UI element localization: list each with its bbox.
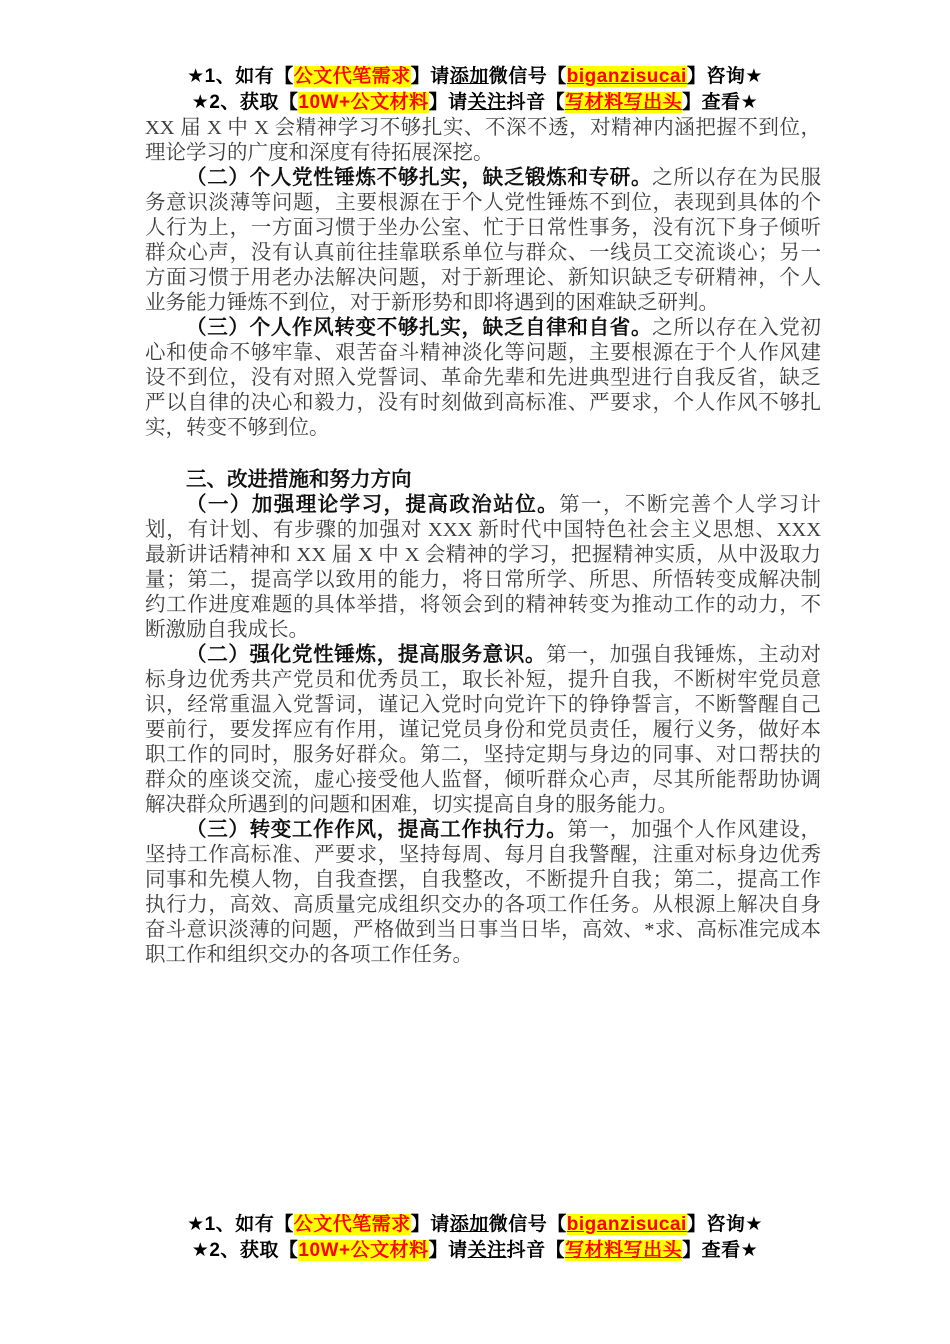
paragraph-measure-3 <box>145 818 821 968</box>
promo-wechat-id: biganzisucai <box>566 1214 687 1235</box>
promo-highlight-material: 10W+公文材料 <box>298 92 429 113</box>
promo-suffix: 】查看★ <box>682 92 759 113</box>
paragraph-text: 之所以存在入党初心和使命不够牢靠、艰苦奋斗精神淡化等问题，主要根源在于个人作风建设不到位，没有对照入党誓词、革命先辈和先进典型进行自我反省，缺乏严以自律的决心和毅力，没有时刻做到高标准、严要求，个人作风不够扎实，转变不够到位。 <box>145 317 821 439</box>
promo-underline-follow: 关注 <box>467 1240 507 1261</box>
promo-highlight-material: 10W+公文材料 <box>298 1240 429 1261</box>
promo-line-1 <box>0 64 950 90</box>
paragraph-measure-2 <box>145 643 821 818</box>
promo-middle: 微信号【 <box>488 1214 567 1235</box>
promo-underline-add: 添加 <box>449 66 489 87</box>
promo-douyin-id: 写材料写出头 <box>565 92 683 113</box>
promo-prefix: ★1、如有【 <box>187 1214 294 1235</box>
promo-wechat-id: biganzisucai <box>566 66 687 87</box>
promo-line-1 <box>0 1212 950 1238</box>
paragraph-text: XX 届 X 中 X 会精神学习不够扎实、不深不透，对精神内涵把握不到位，理论学习的广度和深度有待拓展深挖。 <box>145 117 821 164</box>
promo-line-2 <box>0 1238 950 1264</box>
paragraph-problem-3 <box>145 316 821 441</box>
paragraph-lead: （一）加强理论学习，提高政治站位。 <box>186 494 560 516</box>
promo-after-highlight: 】请 <box>410 1214 450 1235</box>
promo-highlight-service: 公文代笔需求 <box>293 1214 411 1235</box>
paragraph-continuation <box>145 116 821 166</box>
promo-suffix: 】咨询★ <box>686 1214 763 1235</box>
promo-after-highlight: 】请 <box>428 92 468 113</box>
promo-line-2 <box>0 90 950 116</box>
paragraph-problem-2 <box>145 166 821 316</box>
section-heading-text: 三、改进措施和努力方向 <box>186 469 412 491</box>
promo-middle: 微信号【 <box>488 66 567 87</box>
paragraph-lead: （三）个人作风转变不够扎实，缺乏自律和自省。 <box>186 317 653 339</box>
paragraph-lead: （二）个人党性锤炼不够扎实，缺乏锻炼和专研。 <box>186 167 653 189</box>
paragraph-text: 之所以存在为民服务意识淡薄等问题，主要根源在于个人党性锤炼不到位，表现到具体的个人行为上，一方面习惯于坐办公室、忙于日常性事务，没有沉下身子倾听群众心声，没有认真前往挂靠联系单位与群众、一线员工交流谈心；另一方面习惯于用老办法解决问题，对于新理论、新知识缺乏专研精神，个人业务能力锤炼不到位，对于新形势和即将遇到的困难缺乏研判。 <box>145 167 821 314</box>
promo-middle: 抖音【 <box>506 92 566 113</box>
document-body <box>145 116 821 968</box>
promo-after-highlight: 】请 <box>410 66 450 87</box>
paragraph-lead: （二）强化党性锤炼，提高服务意识。 <box>186 644 547 666</box>
promo-douyin-id: 写材料写出头 <box>565 1240 683 1261</box>
promo-prefix: ★2、获取【 <box>191 92 299 113</box>
promo-suffix: 】咨询★ <box>686 66 763 87</box>
paragraph-text: 第一，加强自我锤炼，主动对标身边优秀共产党员和优秀员工，取长补短，提升自我，不断树牢党员意识，经常重温入党誓词，谨记入党时向党许下的铮铮誓言，不断警醒自己要前行，要发挥应有作用，谨记党员身份和党员责任，履行义务，做好本职工作的同时，服务好群众。第二，坚持定期与身边的同事、对口帮扶的群众的座谈交流，虚心接受他人监督，倾听群众心声，尽其所能帮助协调解决群众所遇到的问题和困难，切实提高自身的服务能力。 <box>145 644 822 816</box>
promo-suffix: 】查看★ <box>682 1240 759 1261</box>
paragraph-text: 第一，不断完善个人学习计划，有计划、有步骤的加强对 XXX 新时代中国特色社会主义思想、XXX 最新讲话精神和 XX 届 X 中 X 会精神的学习，把握精神实质，从中汲取力量；第二，提高学以致用的能力，将日常所学、所思、所悟转变成解决制约工作进度难题的具体举措，将领会到的精神转变为推动工作的动力，不断激励自我成长。 <box>145 494 822 641</box>
paragraph-text: 第一，加强个人作风建设，坚持工作高标准、严要求，坚持每周、每月自我警醒，注重对标身边优秀同事和先模人物，自我查摆，自我整改，不断提升自我；第二，提高工作执行力，高效、高质量完成组织交办的各项工作任务。从根源上解决自身奋斗意识淡薄的问题，严格做到当日事当日毕，高效、*求、高标准完成本职工作和组织交办的各项工作任务。 <box>145 819 822 966</box>
promo-after-highlight: 】请 <box>428 1240 468 1261</box>
paragraph-lead: （三）转变工作作风，提高工作执行力。 <box>186 819 568 841</box>
promo-underline-add: 添加 <box>449 1214 489 1235</box>
promo-prefix: ★2、获取【 <box>191 1240 299 1261</box>
promo-banner-top <box>0 64 950 116</box>
paragraph-measure-1 <box>145 493 821 643</box>
section-heading-improvements <box>145 468 821 493</box>
promo-highlight-service: 公文代笔需求 <box>293 66 411 87</box>
promo-underline-follow: 关注 <box>467 92 507 113</box>
promo-banner-bottom <box>0 1212 950 1264</box>
promo-middle: 抖音【 <box>506 1240 566 1261</box>
promo-prefix: ★1、如有【 <box>187 66 294 87</box>
